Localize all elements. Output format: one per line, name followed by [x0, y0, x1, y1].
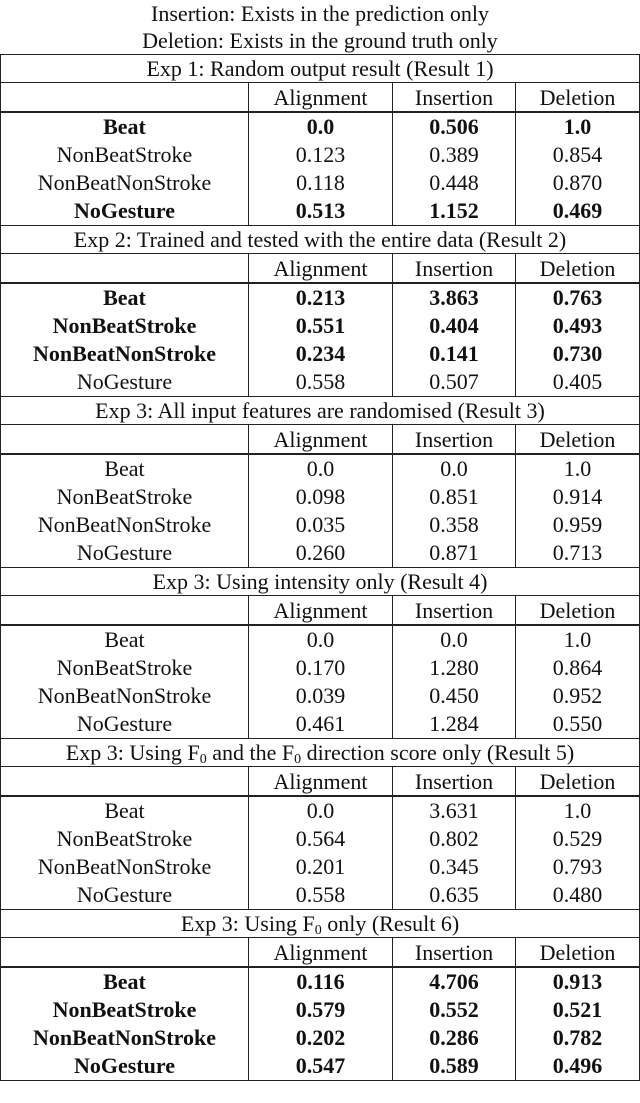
value: 0.170 [295, 655, 346, 680]
row-label: Beat [104, 627, 145, 652]
value: 0.234 [295, 341, 346, 366]
table-row [1, 197, 640, 226]
column-header [1, 938, 249, 968]
column-header: Alignment [249, 254, 393, 284]
value: 0.952 [552, 683, 603, 708]
value: 0.098 [295, 484, 346, 509]
value-cell [393, 340, 516, 368]
value: 0.713 [552, 540, 603, 565]
column-header: Insertion [393, 83, 516, 113]
value-cell [249, 1052, 393, 1081]
value-cell [393, 454, 516, 483]
row-label-cell [1, 312, 249, 340]
value-cell [249, 141, 393, 169]
value: 0.260 [295, 540, 346, 565]
row-label: NonBeatStroke [52, 997, 197, 1022]
column-header: Insertion [393, 596, 516, 626]
table-row [1, 625, 640, 654]
value: 1.0 [563, 114, 592, 139]
value: 0.480 [552, 882, 603, 907]
value: 0.589 [429, 1053, 479, 1078]
value-cell [393, 996, 516, 1024]
value-cell [393, 483, 516, 511]
value-cell [249, 454, 393, 483]
row-label-cell [1, 1052, 249, 1081]
row-label-cell [1, 169, 249, 197]
row-label: NonBeatStroke [56, 826, 193, 851]
section-title: Exp 3: Using $F_0$ only (Result 6) [1, 910, 640, 938]
value: 0.358 [429, 512, 479, 537]
value: 0.039 [295, 683, 346, 708]
column-header: Alignment [249, 83, 393, 113]
value: 0.116 [296, 969, 345, 994]
row-label: NoGesture [73, 198, 176, 223]
value: 0.213 [295, 285, 346, 310]
row-label: NonBeatStroke [52, 313, 197, 338]
value: 0.959 [552, 512, 603, 537]
section-title-row [1, 397, 640, 425]
value: 1.0 [563, 798, 592, 823]
table-row [1, 682, 640, 710]
value-cell [516, 483, 640, 511]
value: 0.0 [306, 798, 335, 823]
value: 0.201 [295, 854, 346, 879]
value: 0.0 [306, 627, 335, 652]
table-row [1, 511, 640, 539]
column-header: Insertion [393, 254, 516, 284]
value-cell [516, 710, 640, 739]
value: 0.854 [552, 142, 603, 167]
value-cell [516, 654, 640, 682]
table-row [1, 283, 640, 312]
value-cell [516, 141, 640, 169]
value: 1.280 [429, 655, 479, 680]
value: 4.706 [429, 969, 479, 994]
value-cell [393, 539, 516, 568]
row-label-cell [1, 625, 249, 654]
row-label: NonBeatStroke [56, 655, 193, 680]
value: 0.461 [295, 711, 346, 736]
value-cell [249, 539, 393, 568]
value: 0.448 [429, 170, 479, 195]
table-row [1, 967, 640, 996]
value-cell [249, 283, 393, 312]
value-cell [249, 881, 393, 910]
row-label: NonBeatNonStroke [37, 512, 212, 537]
value-cell [393, 682, 516, 710]
section-title: Exp 3: Using intensity only (Result 4) [1, 568, 640, 596]
results-table [0, 54, 640, 1081]
row-label-cell [1, 454, 249, 483]
row-label-cell [1, 682, 249, 710]
value-cell [393, 967, 516, 996]
value: 0.871 [429, 540, 479, 565]
column-header [1, 425, 249, 455]
value: 0.469 [552, 198, 603, 223]
value: 0.0 [306, 456, 335, 481]
value-cell [249, 796, 393, 825]
row-label-cell [1, 483, 249, 511]
column-header-row [1, 596, 640, 626]
value: 0.389 [429, 142, 479, 167]
table-row [1, 654, 640, 682]
table-row [1, 169, 640, 197]
value: 0.0 [440, 627, 468, 652]
section-title: Exp 1: Random output result (Result 1) [1, 55, 640, 83]
column-header: Deletion [516, 83, 640, 113]
table-row [1, 312, 640, 340]
row-label-cell [1, 654, 249, 682]
row-label-cell [1, 967, 249, 996]
value-cell [393, 112, 516, 141]
value-cell [516, 511, 640, 539]
row-label-cell [1, 996, 249, 1024]
row-label: Beat [104, 798, 145, 823]
value: 0.496 [552, 1053, 603, 1078]
value-cell [516, 853, 640, 881]
value-cell [516, 197, 640, 226]
value-cell [393, 1024, 516, 1052]
row-label: NoGesture [76, 540, 173, 565]
value: 0.513 [295, 198, 346, 223]
column-header: Insertion [393, 425, 516, 455]
table-row [1, 539, 640, 568]
row-label-cell [1, 1024, 249, 1052]
table-row [1, 112, 640, 141]
value-cell [249, 312, 393, 340]
row-label: NoGesture [76, 882, 173, 907]
table-row [1, 483, 640, 511]
row-label: NonBeatStroke [56, 142, 193, 167]
row-label: NonBeatNonStroke [37, 854, 212, 879]
row-label: Beat [103, 969, 146, 994]
column-header-row [1, 425, 640, 455]
value: 0.450 [429, 683, 479, 708]
table-row [1, 710, 640, 739]
value-cell [516, 825, 640, 853]
value: 0.404 [429, 313, 479, 338]
value-cell [516, 967, 640, 996]
value: 0.506 [429, 114, 479, 139]
table-row [1, 853, 640, 881]
section-title: Exp 3: Using $F_0$ and the $F_0$ direction score only (Result 5) [1, 739, 640, 767]
row-label: NoGesture [76, 369, 173, 394]
value-cell [516, 796, 640, 825]
value: 0.0 [440, 456, 468, 481]
value-cell [393, 511, 516, 539]
section-title-row [1, 910, 640, 938]
column-header-row [1, 938, 640, 968]
value: 1.284 [429, 711, 479, 736]
value: 0.802 [429, 826, 479, 851]
value: 0.635 [429, 882, 479, 907]
value: 1.0 [563, 627, 592, 652]
row-label-cell [1, 881, 249, 910]
table-row [1, 1052, 640, 1081]
row-label-cell [1, 539, 249, 568]
row-label-cell [1, 368, 249, 397]
value-cell [249, 368, 393, 397]
column-header: Alignment [249, 596, 393, 626]
section-title-row [1, 226, 640, 254]
value-cell [249, 112, 393, 141]
value: 0.118 [296, 170, 345, 195]
value-cell [393, 312, 516, 340]
value: 0.141 [429, 341, 479, 366]
value: 0.914 [552, 484, 603, 509]
value: 0.529 [552, 826, 603, 851]
table-row [1, 996, 640, 1024]
value: 0.0 [306, 114, 335, 139]
column-header: Alignment [249, 938, 393, 968]
value-cell [249, 483, 393, 511]
value-cell [516, 454, 640, 483]
value-cell [249, 511, 393, 539]
value-cell [516, 539, 640, 568]
value: 0.493 [552, 313, 603, 338]
table-row [1, 1024, 640, 1052]
value-cell [516, 283, 640, 312]
value: 0.123 [295, 142, 346, 167]
value: 0.035 [295, 512, 346, 537]
value-cell [249, 169, 393, 197]
column-header: Deletion [516, 254, 640, 284]
table-row [1, 825, 640, 853]
value: 0.547 [295, 1053, 346, 1078]
value-cell [393, 881, 516, 910]
column-header [1, 254, 249, 284]
table-row [1, 368, 640, 397]
row-label-cell [1, 112, 249, 141]
row-label: Beat [104, 456, 145, 481]
row-label-cell [1, 853, 249, 881]
value-cell [393, 283, 516, 312]
row-label: NonBeatStroke [56, 484, 193, 509]
column-header-row [1, 83, 640, 113]
value-cell [393, 796, 516, 825]
section-title: Exp 3: All input features are randomised (Result 3) [1, 397, 640, 425]
value-cell [249, 1024, 393, 1052]
value: 0.507 [429, 369, 479, 394]
value: 3.631 [429, 798, 479, 823]
section-title-row [1, 568, 640, 596]
value-cell [249, 825, 393, 853]
value: 0.552 [429, 997, 479, 1022]
row-label-cell [1, 825, 249, 853]
column-header [1, 83, 249, 113]
row-label: Beat [103, 114, 146, 139]
value: 0.202 [295, 1025, 346, 1050]
value-cell [393, 710, 516, 739]
value-cell [249, 654, 393, 682]
value-cell [249, 853, 393, 881]
column-header: Insertion [393, 767, 516, 797]
value: 0.558 [295, 369, 346, 394]
value: 0.521 [552, 997, 603, 1022]
value-cell [393, 169, 516, 197]
value-cell [249, 625, 393, 654]
value: 1.0 [563, 456, 592, 481]
row-label: NonBeatNonStroke [37, 170, 212, 195]
value: 0.870 [552, 170, 603, 195]
row-label: Beat [103, 285, 146, 310]
value: 0.793 [552, 854, 603, 879]
value-cell [393, 625, 516, 654]
section-title: Exp 2: Trained and tested with the entire data (Result 2) [1, 226, 640, 254]
column-header: Deletion [516, 938, 640, 968]
value-cell [393, 853, 516, 881]
caption-insertion: Insertion: Exists in the prediction only [151, 1, 489, 26]
value-cell [249, 967, 393, 996]
value: 0.405 [552, 369, 603, 394]
value: 0.763 [552, 285, 603, 310]
row-label-cell [1, 340, 249, 368]
value-cell [516, 368, 640, 397]
value: 0.864 [552, 655, 603, 680]
table-row [1, 881, 640, 910]
value-cell [393, 368, 516, 397]
value: 0.851 [429, 484, 479, 509]
row-label-cell [1, 511, 249, 539]
column-header-row [1, 254, 640, 284]
value: 0.730 [552, 341, 603, 366]
column-header: Insertion [393, 938, 516, 968]
table-row [1, 340, 640, 368]
value-cell [249, 197, 393, 226]
caption-deletion: Deletion: Exists in the ground truth only [142, 28, 498, 53]
value-cell [249, 682, 393, 710]
column-header: Deletion [516, 596, 640, 626]
section-title-row [1, 55, 640, 83]
value-cell [516, 682, 640, 710]
column-header: Alignment [249, 767, 393, 797]
table-row [1, 796, 640, 825]
section-title-row [1, 739, 640, 767]
column-header: Deletion [516, 425, 640, 455]
value: 3.863 [429, 285, 479, 310]
value-cell [249, 340, 393, 368]
value-cell [393, 197, 516, 226]
value-cell [516, 625, 640, 654]
value-cell [516, 996, 640, 1024]
row-label: NoGesture [73, 1053, 176, 1078]
value: 1.152 [429, 198, 479, 223]
row-label: NonBeatNonStroke [37, 683, 212, 708]
value: 0.550 [552, 711, 603, 736]
value-cell [249, 710, 393, 739]
value: 0.579 [295, 997, 346, 1022]
value: 0.286 [429, 1025, 479, 1050]
value-cell [516, 340, 640, 368]
value-cell [393, 654, 516, 682]
value-cell [516, 1052, 640, 1081]
row-label-cell [1, 141, 249, 169]
row-label-cell [1, 710, 249, 739]
row-label-cell [1, 197, 249, 226]
column-header [1, 767, 249, 797]
value: 0.782 [552, 1025, 603, 1050]
column-header: Alignment [249, 425, 393, 455]
column-header-row [1, 767, 640, 797]
value: 0.913 [552, 969, 603, 994]
row-label: NonBeatNonStroke [33, 1025, 216, 1050]
row-label: NoGesture [76, 711, 173, 736]
value-cell [393, 1052, 516, 1081]
row-label-cell [1, 283, 249, 312]
value-cell [393, 825, 516, 853]
column-header [1, 596, 249, 626]
value-cell [516, 112, 640, 141]
column-header: Deletion [516, 767, 640, 797]
value-cell [516, 312, 640, 340]
row-label: NonBeatNonStroke [33, 341, 216, 366]
value-cell [249, 996, 393, 1024]
value-cell [516, 881, 640, 910]
value-cell [516, 169, 640, 197]
table-row [1, 141, 640, 169]
value: 0.345 [429, 854, 479, 879]
table-row [1, 454, 640, 483]
value-cell [516, 1024, 640, 1052]
value: 0.564 [295, 826, 346, 851]
value: 0.558 [295, 882, 346, 907]
row-label-cell [1, 796, 249, 825]
value-cell [393, 141, 516, 169]
value: 0.551 [295, 313, 346, 338]
